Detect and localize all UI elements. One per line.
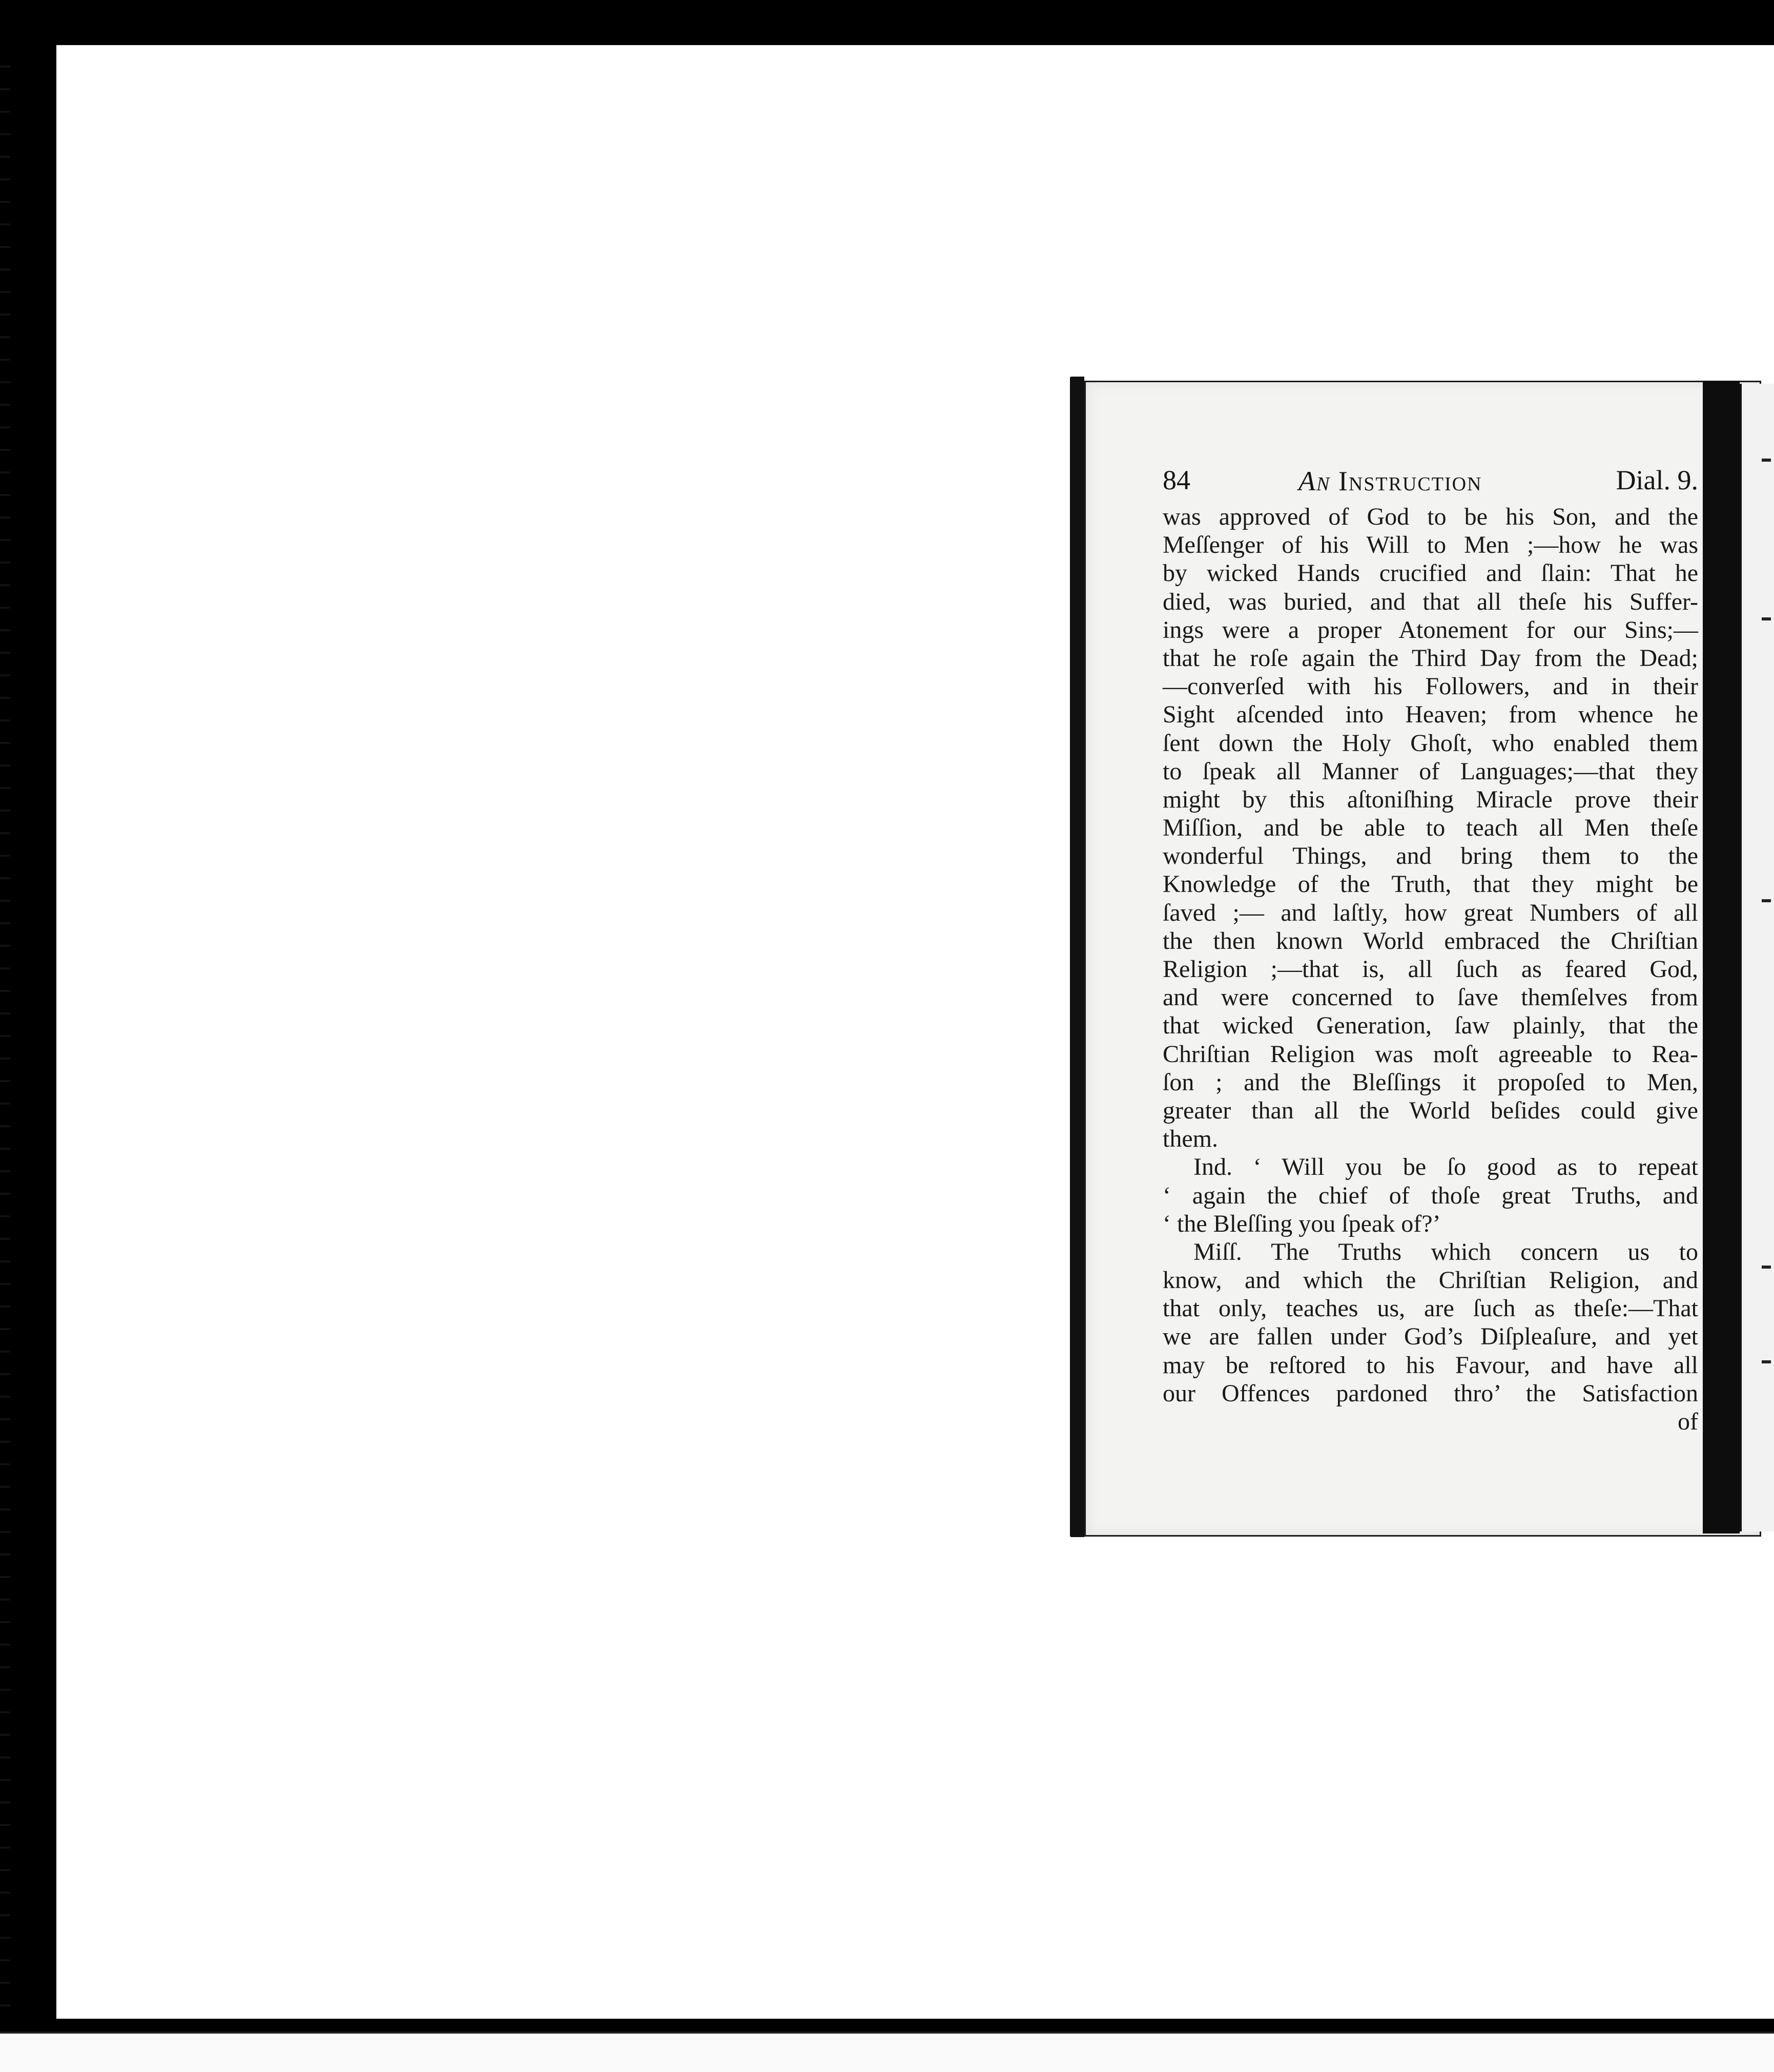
text-line: —converſed with his Followers, and in their bbox=[1163, 673, 1698, 700]
scan-bottom-edge bbox=[0, 2032, 1774, 2072]
text-line: ‘ again the chief of thoſe great Truths, and bbox=[1163, 1182, 1698, 1209]
text-line: Meſſenger of his Will to Men ;—how he was bbox=[1163, 531, 1698, 559]
book-gutter bbox=[1703, 381, 1740, 1534]
running-title-prefix: An bbox=[1298, 466, 1331, 496]
text-line: ings were a proper Atonement for our Sins;— bbox=[1163, 616, 1698, 644]
text-line: Miſſion, and be able to teach all Men theſe bbox=[1163, 814, 1698, 842]
ink-mark bbox=[1762, 1266, 1771, 1269]
text-line: the then known World embraced the Chriſtian bbox=[1163, 927, 1698, 955]
text-line: might by this aſtoniſhing Miracle prove their bbox=[1163, 785, 1698, 813]
text-line: that only, teaches us, are ſuch as theſe:—That bbox=[1163, 1295, 1698, 1322]
ink-mark bbox=[1762, 899, 1771, 902]
book-page bbox=[1084, 381, 1761, 1537]
ink-mark bbox=[1762, 459, 1771, 462]
text-line: greater than all the World beſides could give bbox=[1163, 1096, 1698, 1124]
text-line: to ſpeak all Manner of Languages;—that they bbox=[1163, 757, 1698, 785]
catchword: of bbox=[1678, 1408, 1698, 1435]
text-line: that he roſe again the Third Day from the Dead; bbox=[1163, 644, 1698, 672]
body-text bbox=[1163, 503, 1698, 1436]
text-line: may be reſtored to his Favour, and have all bbox=[1163, 1351, 1698, 1379]
book-spread bbox=[1070, 377, 1774, 1537]
text-line: was approved of God to be his Son, and the bbox=[1163, 503, 1698, 530]
text-line: Ind. ‘ Will you be ſo good as to repeat bbox=[1193, 1153, 1698, 1181]
text-line: Knowledge of the Truth, that they might be bbox=[1163, 871, 1698, 898]
text-line: by wicked Hands crucified and ſlain: That he bbox=[1163, 560, 1698, 587]
running-title-main: Instruction bbox=[1338, 466, 1482, 496]
text-line: that wicked Generation, ſaw plainly, that the bbox=[1163, 1012, 1698, 1040]
text-line: and were concerned to ſave themſelves from bbox=[1163, 984, 1698, 1011]
text-line: we are fallen under God’s Diſpleaſure, and yet bbox=[1163, 1323, 1698, 1351]
dialogue-number: Dial. 9. bbox=[1616, 465, 1698, 495]
text-line: Religion ;—that is, all ſuch as feared God, bbox=[1163, 956, 1698, 983]
text-line: Sight aſcended into Heaven; from whence he bbox=[1163, 701, 1698, 729]
text-line: them. bbox=[1163, 1125, 1218, 1153]
facing-page-marks bbox=[1751, 377, 1774, 1529]
book-cover-edge bbox=[1070, 377, 1084, 1537]
running-title bbox=[1298, 465, 1482, 497]
scan-left-edge bbox=[0, 45, 10, 2019]
text-line: ſon ; and the Bleſſings it propoſed to Men, bbox=[1163, 1068, 1698, 1096]
text-line: ſaved ;— and laſtly, how great Numbers of all bbox=[1163, 899, 1698, 926]
ink-mark bbox=[1762, 1360, 1771, 1363]
ink-mark bbox=[1762, 617, 1771, 620]
text-line: wonderful Things, and bring them to the bbox=[1163, 842, 1698, 870]
page-number: 84 bbox=[1163, 465, 1190, 495]
text-line: Miſſ. The Truths which concern us to bbox=[1193, 1238, 1698, 1266]
text-line: ‘ the Bleſſing you ſpeak of?’ bbox=[1163, 1210, 1441, 1237]
text-line: know, and which the Chriſtian Religion, and bbox=[1163, 1267, 1698, 1294]
running-head bbox=[1163, 464, 1698, 505]
text-line: ſent down the Holy Ghoſt, who enabled them bbox=[1163, 729, 1698, 757]
text-line: Chriſtian Religion was moſt agreeable to Rea- bbox=[1163, 1040, 1698, 1068]
text-line: died, was buried, and that all theſe his Suffer- bbox=[1163, 588, 1698, 615]
text-line: our Offences pardoned thro’ the Satisfaction bbox=[1163, 1379, 1698, 1407]
